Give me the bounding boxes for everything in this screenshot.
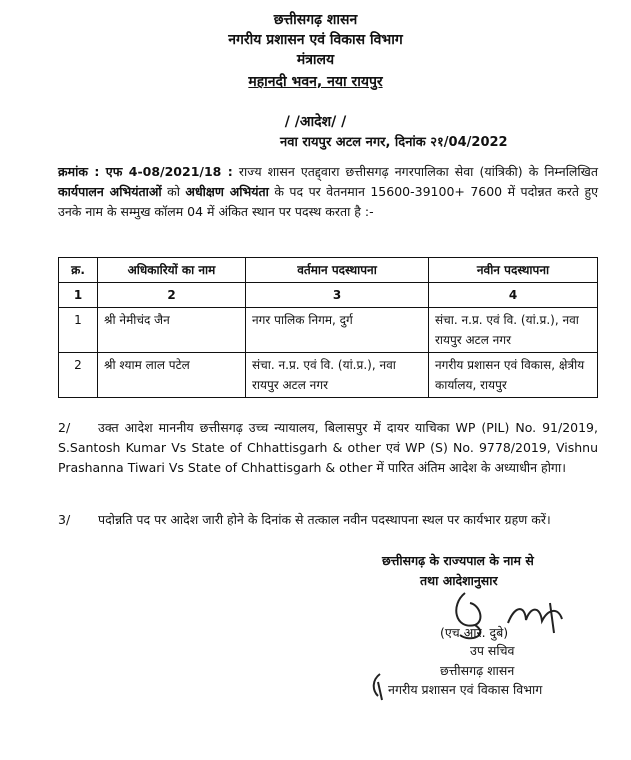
header-ministry: मंत्रालय	[296, 52, 335, 68]
paragraph-2	[58, 418, 598, 478]
col-number: 1	[59, 283, 98, 308]
row-name: श्री नेमीचंद जैन	[98, 308, 246, 353]
col-number: 2	[98, 283, 246, 308]
signature-line-1: छत्तीसगढ़ के राज्यपाल के नाम से	[382, 553, 534, 568]
order-date: नवा रायपुर अटल नगर, दिनांक २१/04/2022	[280, 135, 508, 150]
header-current-posting: वर्तमान पदस्थापना	[246, 258, 429, 283]
para2-text: उक्त आदेश माननीय छत्तीसगढ़ उच्च न्यायालय, बिलासपुर में दायर याचिका WP (PIL) No. 91/2019, S.Santosh Kumar Vs State of Chhattisgarh & other एवं WP (S) No. 9778/2019, Vishnu Prashanna Tiwari Vs State of Chhattisgarh & other में पारित अंतिम आदेश के अध्याधीन होगा।	[58, 420, 598, 475]
para1-bold-1: कार्यपालन अभियंताओं	[58, 184, 162, 199]
para1-text-c: के पद पर वेतनमान 15600-39100+ 7600 में पदोन्नत करते हुए उनके नाम के सम्मुख कॉलम 04 में अंकित स्थान पर पदस्थ करता है :-	[58, 184, 599, 219]
row-new-posting: नगरीय प्रशासन एवं विकास, क्षेत्रीय कार्यालय, रायपुर	[429, 353, 598, 398]
row-current-posting: संचा. न.प्र. एवं वि. (यां.प्र.), नवा रायपुर अटल नगर	[246, 353, 429, 398]
signature-line-2: तथा आदेशानुसार	[420, 573, 498, 588]
paragraph-1	[58, 162, 598, 222]
header-new-posting: नवीन पदस्थापना	[429, 258, 598, 283]
para3-text: पदोन्नति पद पर आदेश जारी होने के दिनांक से तत्काल नवीन पदस्थापना स्थल पर कार्यभार ग्रहण करें।	[98, 512, 551, 527]
table-row	[59, 353, 598, 398]
header-department: नगरीय प्रशासन एवं विकास विभाग	[228, 32, 403, 48]
col-number: 4	[429, 283, 598, 308]
order-title: / /आदेश/ /	[284, 114, 347, 130]
paragraph-3	[58, 510, 598, 530]
table-header-row	[59, 258, 598, 283]
row-name: श्री श्याम लाल पटेल	[98, 353, 246, 398]
promotion-table	[58, 257, 598, 398]
row-sn: 2	[59, 353, 98, 398]
signatory-government: छत्तीसगढ़ शासन	[440, 663, 515, 678]
para1-bold-2: अधीक्षण अभियंता	[185, 184, 269, 199]
row-new-posting: संचा. न.प्र. एवं वि. (यां.प्र.), नवा रायपुर अटल नगर	[429, 308, 598, 353]
signatory-department: नगरीय प्रशासन एवं विकास विभाग	[388, 682, 543, 697]
reference-number: क्रमांक : एफ 4-08/2021/18 :	[58, 164, 233, 179]
header-sn: क्र.	[59, 258, 98, 283]
row-current-posting: नगर पालिक निगम, दुर्ग	[246, 308, 429, 353]
signatory-designation: उप सचिव	[470, 643, 515, 658]
para1-text-b: को	[161, 184, 186, 199]
table-column-numbers	[59, 283, 598, 308]
para1-text-a: राज्य शासन एतद्द्वारा छत्तीसगढ़ नगरपालिका सेवा (यांत्रिकी) के निम्नलिखित	[232, 164, 598, 179]
col-number: 3	[246, 283, 429, 308]
para3-number: 3/	[58, 512, 71, 527]
header-govt: छत्तीसगढ़ शासन	[273, 12, 358, 28]
header-name: अधिकारियों का नाम	[98, 258, 246, 283]
initial-mark	[368, 672, 388, 702]
table-row	[59, 308, 598, 353]
header-address: महानदी भवन, नया रायपुर	[248, 74, 383, 90]
signatory-name: (एच.आर. दुबे)	[440, 625, 509, 640]
row-sn: 1	[59, 308, 98, 353]
para2-number: 2/	[58, 420, 71, 435]
